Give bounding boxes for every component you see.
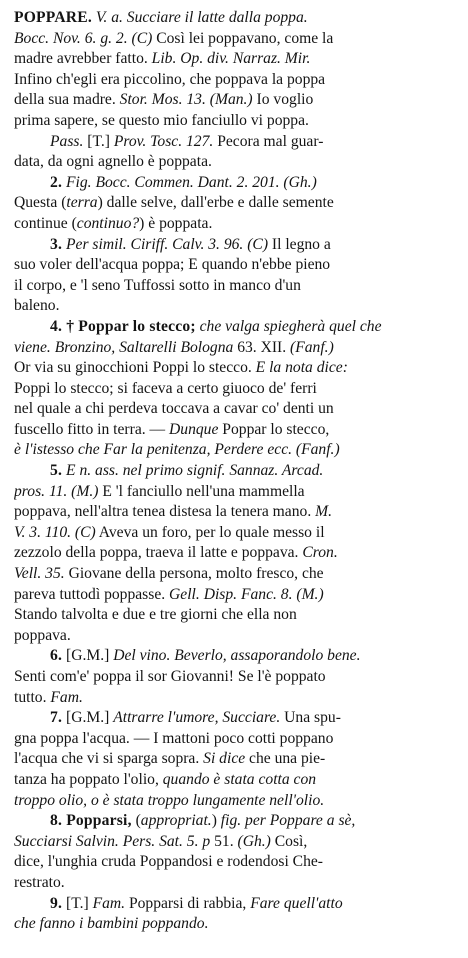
text-run: Infino ch'egli era piccolino, che poppava la poppa xyxy=(14,70,326,88)
italic-text: (Gh.) xyxy=(237,832,271,850)
text-run: madre avrebber fatto. xyxy=(14,50,152,68)
text-run: Or via su ginocchioni Poppi lo stecco. xyxy=(14,359,256,377)
text-line xyxy=(14,852,456,873)
text-line xyxy=(14,729,456,750)
text-run: Pecora mal guar- xyxy=(213,132,324,150)
italic-text: Gell. Disp. Fanc. 8. (M.) xyxy=(169,585,324,603)
text-line xyxy=(14,482,456,503)
text-line xyxy=(14,214,456,235)
italic-text: Vell. 35. xyxy=(14,565,65,583)
text-run: il corpo, e 'l seno Tuffossi sotto in manco d'un xyxy=(14,276,301,294)
italic-text: Pass. xyxy=(50,132,84,150)
italic-text: che valga spiegherà quel che xyxy=(199,317,382,335)
text-run: [G.M.] xyxy=(62,709,114,727)
italic-text: Fare quell'atto xyxy=(250,894,343,912)
text-run: continue ( xyxy=(14,214,77,232)
text-line xyxy=(14,646,456,667)
text-line xyxy=(14,70,456,91)
text-line xyxy=(14,399,456,420)
text-line xyxy=(14,585,456,606)
italic-text: pros. 11. (M.) xyxy=(14,482,99,500)
italic-text: troppo olio, o è stata troppo lungamente nell'olio. xyxy=(14,791,325,809)
text-line xyxy=(14,914,456,935)
text-run: l'acqua che vi si sparga sopra. xyxy=(14,750,204,768)
text-line xyxy=(14,626,456,647)
headword: 3. xyxy=(50,235,63,253)
text-line xyxy=(14,173,456,194)
text-line xyxy=(14,152,456,173)
text-line xyxy=(14,791,456,812)
text-run: della sua madre. xyxy=(14,91,120,109)
headword: 7. xyxy=(50,709,63,727)
text-run: ) è poppata. xyxy=(139,214,213,232)
text-run: poppava. xyxy=(14,626,71,644)
text-run: Una spu- xyxy=(280,709,341,727)
text-run: che una pie- xyxy=(245,750,326,768)
italic-text: Fig. Bocc. Commen. Dant. 2. 201. (Gh.) xyxy=(66,173,317,191)
italic-text: V. 3. 110. (C) xyxy=(14,523,96,541)
text-run: tanza ha poppato l'olio, xyxy=(14,770,163,788)
text-run: Giovane della persona, molto fresco, che xyxy=(64,565,324,583)
italic-text: Per simil. Ciriff. Calv. 3. 96. (C) xyxy=(66,235,269,253)
text-line xyxy=(14,811,456,832)
italic-text: continuo? xyxy=(76,214,140,232)
italic-text: Fam. xyxy=(50,688,83,706)
headword: 2. xyxy=(50,173,63,191)
headword: POPPARE. xyxy=(14,9,92,26)
text-run: Popparsi di rabbia, xyxy=(125,894,251,912)
text-run: Aveva un foro, per lo quale messo il xyxy=(95,523,325,541)
text-run: pareva tuttodì poppasse. xyxy=(14,585,170,603)
text-line xyxy=(14,894,456,915)
italic-text: terra xyxy=(66,194,98,212)
text-run: Poppar lo stecco, xyxy=(218,420,330,438)
text-line xyxy=(14,543,456,564)
text-line xyxy=(14,49,456,70)
text-run: data, da ogni agnello è poppata. xyxy=(14,153,212,171)
text-line xyxy=(14,688,456,709)
text-run: Così, xyxy=(270,832,308,850)
headword: 6. xyxy=(50,647,63,665)
text-line xyxy=(14,90,456,111)
italic-text: appropriat. xyxy=(140,812,212,830)
text-line xyxy=(14,461,456,482)
text-line xyxy=(14,338,456,359)
text-line xyxy=(14,296,456,317)
text-run: Questa ( xyxy=(14,194,67,212)
text-run: 51. xyxy=(210,832,238,850)
italic-text: Del vino. Beverlo, assaporandolo bene. xyxy=(113,647,361,665)
text-line xyxy=(14,132,456,153)
text-run: ) xyxy=(211,812,221,830)
italic-text: (Fanf.) xyxy=(290,338,334,356)
italic-text: viene. Bronzino, Saltarelli Bologna xyxy=(14,338,234,356)
text-run: nel quale a chi perdeva toccava a cavar co' denti un xyxy=(14,400,334,418)
italic-text: che fanno i bambini poppando. xyxy=(14,915,209,933)
italic-text: Prov. Tosc. 127. xyxy=(113,132,214,150)
italic-text: Bocc. Nov. 6. g. 2. (C) xyxy=(14,29,153,47)
italic-text: fig. per Poppare a sè, xyxy=(220,812,356,830)
text-run: Il legno a xyxy=(268,235,331,253)
text-line xyxy=(14,379,456,400)
text-line xyxy=(14,873,456,894)
italic-text: quando è stata cotta con xyxy=(162,770,317,788)
italic-text: Dunque xyxy=(169,420,219,438)
text-run: dice, l'unghia cruda Poppandosi e rodendosi Che- xyxy=(14,853,323,871)
italic-text: Fam. xyxy=(92,894,126,912)
text-run: ) dalle selve, dall'erbe e dalle semente xyxy=(97,194,334,212)
text-run: tutto. xyxy=(14,688,51,706)
text-line xyxy=(14,502,456,523)
headword: 9. xyxy=(50,894,63,912)
text-run: [T.] xyxy=(83,132,114,150)
text-run: Poppi lo stecco; si faceva a certo giuoco de' ferri xyxy=(14,379,317,397)
headword: 4. † Poppar lo stecco; xyxy=(50,317,196,335)
italic-text: Cron. xyxy=(302,544,338,562)
text-run: suo voler dell'acqua poppa; E quando n'ebbe pieno xyxy=(14,256,331,274)
text-line xyxy=(14,708,456,729)
text-line xyxy=(14,29,456,50)
text-run: poppava, nell'altra tenea distesa la tenera mano. xyxy=(14,503,316,521)
text-run: Senti com'e' poppa il sor Giovanni! Se l'è poppato xyxy=(14,668,326,685)
text-run: [G.M.] xyxy=(62,647,114,665)
text-line xyxy=(14,235,456,256)
text-line xyxy=(14,667,456,688)
text-run: [T.] xyxy=(62,894,93,912)
italic-text: V. a. Succiare il latte dalla poppa. xyxy=(91,9,308,26)
text-run: Stando talvolta e due e tre giorni che ella non xyxy=(14,606,297,624)
text-run: zezzolo della poppa, traeva il latte e poppava. xyxy=(14,544,303,562)
text-run: prima sapere, se questo mio fanciullo vi poppa. xyxy=(14,111,309,129)
italic-text: E la nota dice: xyxy=(255,359,348,377)
text-run: E 'l fanciullo nell'una mammella xyxy=(98,482,305,500)
italic-text: E n. ass. nel primo signif. Sannaz. Arcad. xyxy=(66,462,324,480)
text-line xyxy=(14,276,456,297)
italic-text: Succiarsi Salvin. Pers. Sat. 5. p xyxy=(14,832,211,850)
text-run: ( xyxy=(131,812,141,830)
italic-text: M. xyxy=(315,503,333,521)
text-run: baleno. xyxy=(14,297,60,315)
italic-text: Si dice xyxy=(203,750,246,768)
text-run: fuscello fitto in terra. — xyxy=(14,420,170,438)
text-line xyxy=(14,564,456,585)
text-line xyxy=(14,111,456,132)
text-run: gna poppa l'acqua. — I mattoni poco cotti poppano xyxy=(14,729,334,747)
text-run: Così lei poppavano, come la xyxy=(152,29,334,47)
headword: 8. Popparsi, xyxy=(50,812,132,830)
text-line xyxy=(14,605,456,626)
text-line xyxy=(14,440,456,461)
text-line xyxy=(14,8,456,29)
text-line xyxy=(14,523,456,544)
italic-text: Lib. Op. div. Narraz. Mir. xyxy=(151,50,311,68)
text-line xyxy=(14,317,456,338)
text-line xyxy=(14,420,456,441)
italic-text: Stor. Mos. 13. (Man.) xyxy=(119,91,253,109)
text-line xyxy=(14,358,456,379)
italic-text: è l'istesso che Far la penitenza, Perdere ecc. (Fanf.) xyxy=(14,441,340,459)
text-line xyxy=(14,770,456,791)
text-line xyxy=(14,193,456,214)
text-line xyxy=(14,255,456,276)
text-run: restrato. xyxy=(14,873,65,891)
text-run: 63. XII. xyxy=(233,338,291,356)
text-line xyxy=(14,749,456,770)
text-run: Io voglio xyxy=(252,91,314,109)
headword: 5. xyxy=(50,462,63,480)
italic-text: Attrarre l'umore, Succiare. xyxy=(113,709,281,727)
text-line xyxy=(14,832,456,853)
